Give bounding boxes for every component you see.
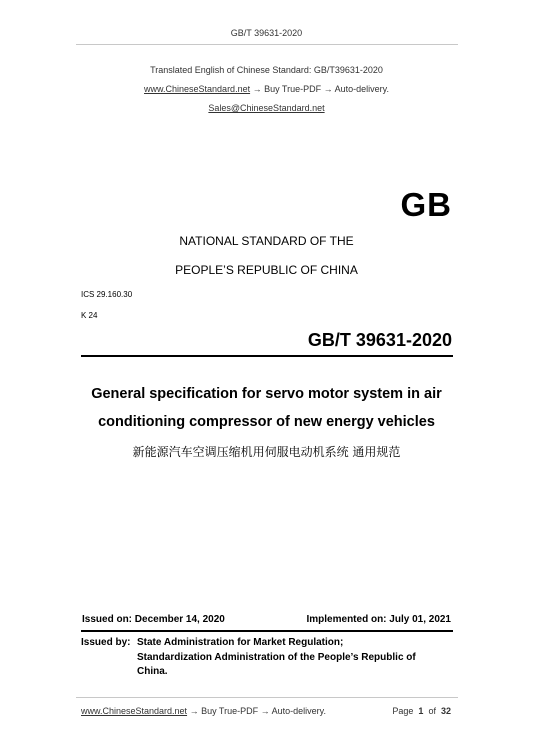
footer-divider	[76, 697, 458, 698]
title-en-line2: conditioning compressor of new energy vehicles	[98, 414, 435, 430]
page-current: 1	[418, 706, 424, 716]
page-total: 32	[440, 706, 451, 716]
issued-by-line2: Standardization Administration of the People’s Republic of	[137, 652, 416, 663]
national-standard-line1: NATIONAL STANDARD OF THE	[179, 234, 354, 248]
k-code: K 24	[81, 311, 98, 320]
gb-mark: GB	[400, 186, 452, 223]
footer-buy-line	[81, 706, 326, 716]
site-link[interactable]: www.ChineseStandard.net	[144, 84, 251, 94]
issued-divider	[81, 630, 453, 632]
standard-number: GB/T 39631-2020	[307, 330, 452, 350]
page-indicator	[392, 706, 451, 716]
title-divider	[81, 355, 453, 357]
title-en-line1: General specification for servo motor system in air	[91, 386, 442, 402]
email-line	[0, 103, 533, 113]
title-cn: 新能源汽车空调压缩机用伺服电动机系统 通用规范	[132, 445, 401, 459]
implemented-on: Implemented on: July 01, 2021	[306, 614, 451, 625]
issued-on: Issued on: December 14, 2020	[82, 614, 225, 625]
email-link[interactable]: Sales@ChineseStandard.net	[208, 103, 325, 113]
issued-by-line1: State Administration for Market Regulation;	[137, 637, 344, 648]
issued-by-line3: China.	[137, 666, 168, 677]
page-header: GB/T 39631-2020	[230, 28, 303, 38]
page-label: Page	[392, 706, 414, 716]
buy-line	[0, 84, 533, 94]
issued-by-label: Issued by:	[81, 637, 131, 648]
header-divider	[76, 44, 458, 45]
translated-line: Translated English of Chinese Standard: GB/T39631-2020	[150, 65, 383, 75]
footer-buy-text: → Buy True-PDF → Auto-delivery.	[187, 706, 326, 716]
national-standard-line2: PEOPLE’S REPUBLIC OF CHINA	[175, 263, 358, 277]
ics-code: ICS 29.160.30	[81, 290, 133, 299]
footer-site-link[interactable]: www.ChineseStandard.net	[81, 706, 188, 716]
page-of: of	[428, 706, 436, 716]
buy-text: → Buy True-PDF → Auto-delivery.	[250, 84, 389, 94]
